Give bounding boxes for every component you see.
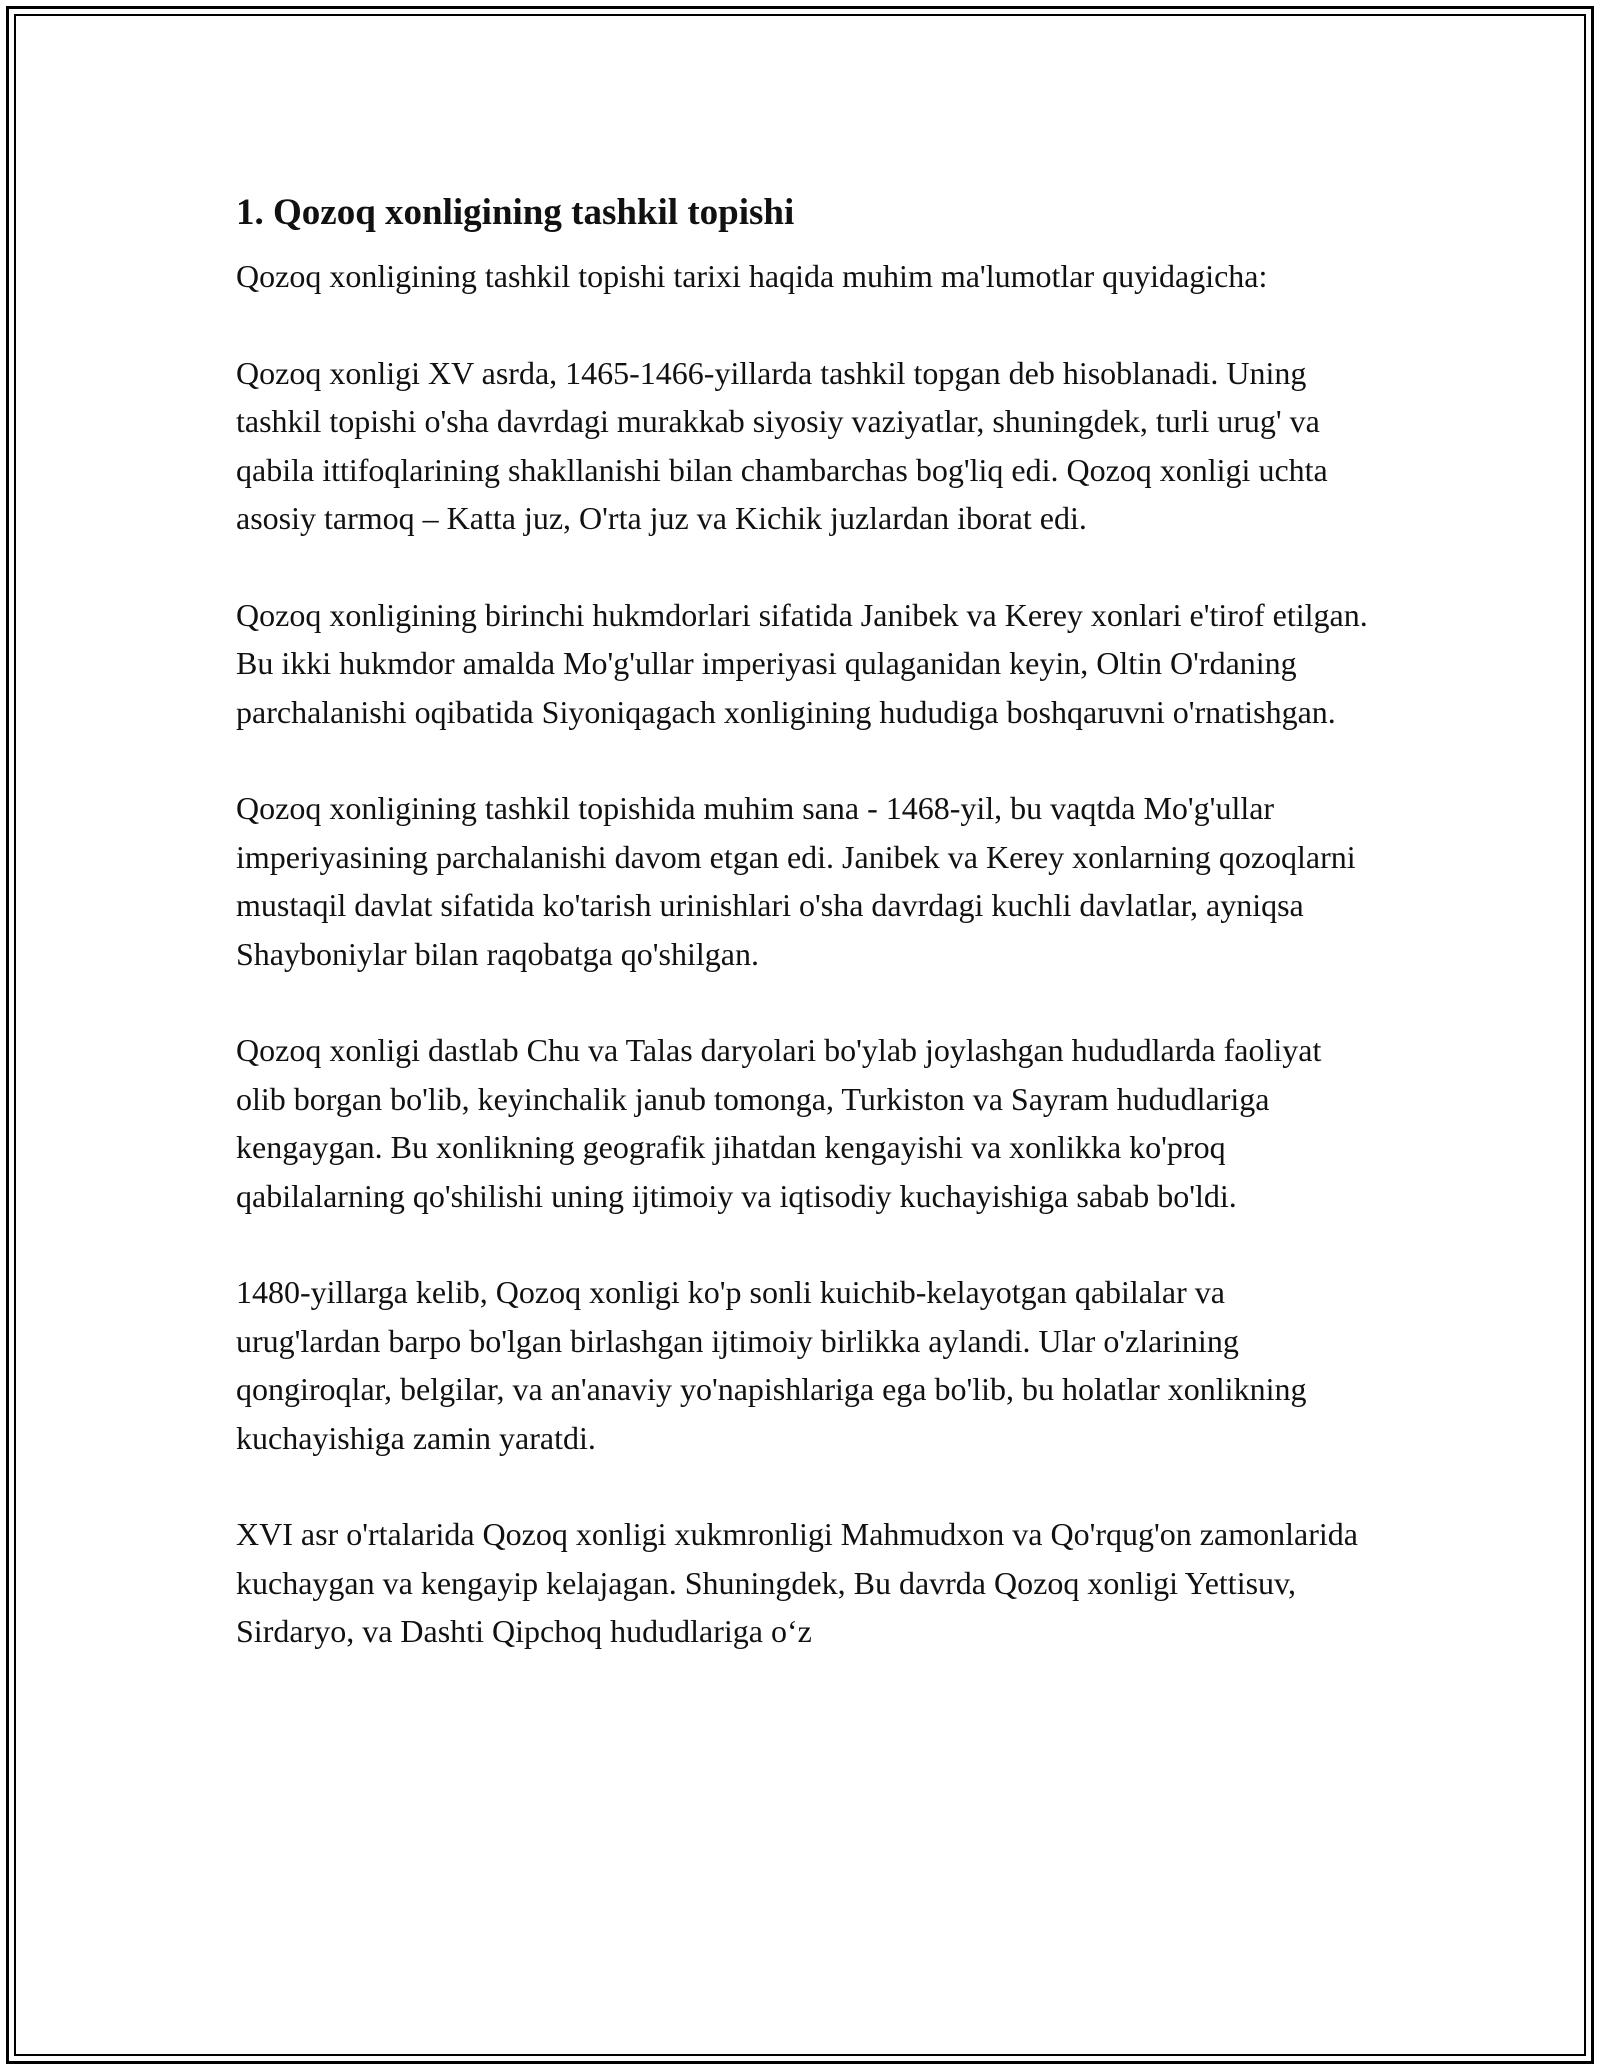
paragraph-first-rulers: Qozoq xonligining birinchi hukmdorlari sifatida Janibek va Kerey xonlari e'tirof etilgan. Bu ikki hukmdor amalda Mo'g'ullar imperiyasi qulaganidan keyin, Oltin O'rdaning parchalanishi oqibatida Siyoniqagach xonligining hududiga boshqaruvni o'rnatishgan. xyxy=(236,596,1368,730)
paragraph-important-date: Qozoq xonligining tashkil topishida muhim sana - 1468-yil, bu vaqtda Mo'g'ullar imperiyasining parchalanishi davom etgan edi. Janibek va Kerey xonlarning qozoqlarni mustaqil davlat sifatida ko'tarish urinishlari o'sha davrdagi kuchli davlatlar, ayniqsa Shayboniylar bilan raqobatga qo'shilgan. xyxy=(236,790,1356,972)
paragraph-16th-century: XVI asr o'rtalarida Qozoq xonligi xukmronligi Mahmudxon va Qo'rqug'on zamonlarida kuchaygan va kengayip kelajagan. Shuningdek, Bu davrda Qozoq xonligi Yettisuv, Sirdaryo, va Dashti Qipchoq hududlariga o‘z xyxy=(236,1516,1358,1650)
document-content xyxy=(236,186,1374,1656)
paragraph-intro: Qozoq xonligining tashkil topishi tarixi haqida muhim ma'lumotlar quyidagicha: xyxy=(236,258,1268,294)
section-heading: 1. Qozoq xonligining tashkil topishi xyxy=(236,192,795,233)
paragraph-territory: Qozoq xonligi dastlab Chu va Talas daryolari bo'ylab joylashgan hududlarda faoliyat olib borgan bo'lib, keyinchalik janub tomonga, Turkiston va Sayram hududlariga kengaygan. Bu xonlikning geografik jihatdan kengayishi va xonlikka ko'proq qabilalarning qo'shilishi uning ijtimoiy va iqtisodiy kuchayishiga sabab bo'ldi. xyxy=(236,1032,1322,1214)
paragraph-1480s: 1480-yillarga kelib, Qozoq xonligi ko'p sonli kuichib-kelayotgan qabilalar va urug'lardan barpo bo'lgan birlashgan ijtimoiy birlikka aylandi. Ular o'zlarining qongiroqlar, belgilar, va an'anaviy yo'napishlariga ega bo'lib, bu holatlar xonlikning kuchayishiga zamin yaratdi. xyxy=(236,1274,1307,1456)
paragraph-founding-date: Qozoq xonligi XV asrda, 1465-1466-yillarda tashkil topgan deb hisoblanadi. Uning tashkil topishi o'sha davrdagi murakkab siyosiy vaziyatlar, shuningdek, turli urug' va qabila ittifoqlarining shakllanishi bilan chambarchas bog'liq edi. Qozoq xonligi uchta asosiy tarmoq – Katta juz, O'rta juz va Kichik juzlardan iborat edi. xyxy=(236,354,1328,537)
